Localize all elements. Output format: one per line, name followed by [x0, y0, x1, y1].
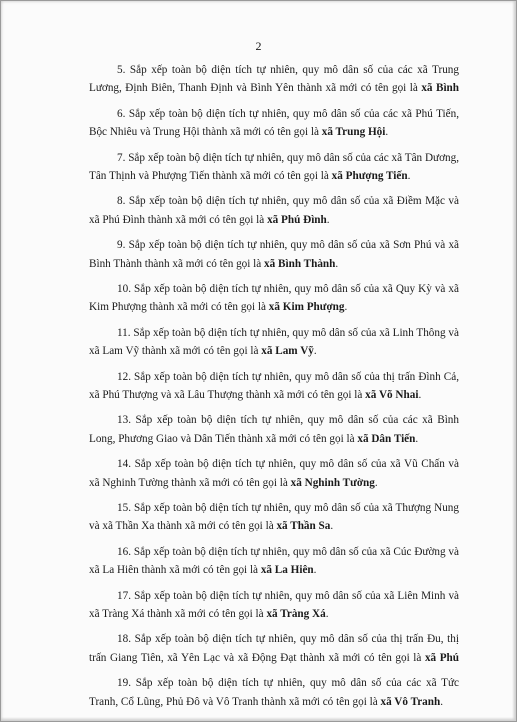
list-item: 8. Sắp xếp toàn bộ diện tích tự nhiên, quy mô dân số của xã Điềm Mặc và xã Phú Đình thành xã mới có tên gọi là xã Phú Đình. — [89, 195, 459, 226]
list-item: 7. Sắp xếp toàn bộ diện tích tự nhiên, quy mô dân số của các xã Tân Dương, Tân Thịnh và Phượng Tiến thành xã mới có tên gọi là xã Phượng Tiến. — [89, 151, 459, 182]
commune-name: xã Bình Thành — [264, 257, 336, 270]
commune-name: xã Nghinh Tường — [290, 476, 375, 489]
commune-name: xã La Hiên — [260, 564, 314, 577]
commune-name: xã Võ Nhai — [365, 388, 419, 401]
list-item: 18. Sắp xếp toàn bộ diện tích tự nhiên, quy mô dân số của thị trấn Đu, thị trấn Giang Tiên, xã Yên Lạc và xã Động Đạt thành xã mới có tên gọi là xã Phú — [89, 630, 459, 667]
page-edge-shadow-bottom — [1, 717, 516, 721]
list-item: 16. Sắp xếp toàn bộ diện tích tự nhiên, quy mô dân số của xã Cúc Đường và xã La Hiên thành xã mới có tên gọi là xã La Hiên. — [89, 545, 459, 577]
list-item: 5. Sắp xếp toàn bộ diện tích tự nhiên, quy mô dân số của các xã Trung Lương, Định Biên, Thanh Định và Bình Yên thành xã mới có tên gọi là xã Bình — [89, 61, 459, 98]
commune-name: xã Phượng Tiến — [331, 170, 408, 182]
list-item: 12. Sắp xếp toàn bộ diện tích tự nhiên, quy mô dân số của thị trấn Đình Cả, xã Phú Thượng và xã Lâu Thượng thành xã mới có tên gọi là xã Võ Nhai. — [89, 370, 459, 401]
list-item: 11. Sắp xếp toàn bộ diện tích tự nhiên, quy mô dân số của xã Linh Thông và xã Lam Vỹ thành xã mới có tên gọi là xã Lam Vỹ. — [89, 326, 459, 358]
commune-name: xã Thần Sa — [276, 520, 331, 533]
list-item: 6. Sắp xếp toàn bộ diện tích tự nhiên, quy mô dân số của các xã Phú Tiến, Bộc Nhiêu và Trung Hội thành xã mới có tên gọi là xã Trung Hội. — [89, 107, 459, 139]
list-item: 13. Sắp xếp toàn bộ diện tích tự nhiên, quy mô dân số của các xã Bình Long, Phương Giao và Dân Tiến thành xã mới có tên gọi là xã Dân Tiến. — [89, 414, 459, 445]
list-item: 19. Sắp xếp toàn bộ diện tích tự nhiên, quy mô dân số của các xã Tức Tranh, Cổ Lũng, Phủ Đô và Vô Tranh thành xã mới có tên gọi là xã Vô Tranh. — [89, 677, 459, 708]
commune-name: xã Phú Đình — [267, 213, 327, 226]
list-item: 17. Sắp xếp toàn bộ diện tích tự nhiên, quy mô dân số của xã Liên Minh và xã Tràng Xá thành xã mới có tên gọi là xã Tràng Xá. — [89, 589, 459, 620]
page-number: 2 — [255, 39, 262, 53]
page-edge-shadow-right — [512, 1, 516, 721]
commune-name: xã Trung Hội — [321, 126, 386, 139]
list-item: 10. Sắp xếp toàn bộ diện tích tự nhiên, quy mô dân số của xã Quy Kỳ và xã Kim Phượng thành xã mới có tên gọi là xã Kim Phượng. — [89, 282, 459, 314]
list-item: 9. Sắp xếp toàn bộ diện tích tự nhiên, quy mô dân số của xã Sơn Phú và xã Bình Thành thành xã mới có tên gọi là xã Bình Thành. — [89, 239, 459, 270]
commune-name: xã Dân Tiến — [357, 432, 416, 445]
commune-name: xã Tràng Xá — [266, 607, 326, 620]
list-item: 15. Sắp xếp toàn bộ diện tích tự nhiên, quy mô dân số của xã Thượng Nung và xã Thần Xa thành xã mới có tên gọi là xã Thần Sa. — [89, 501, 459, 533]
commune-name: xã Bình — [421, 82, 459, 95]
commune-name: xã Lam Vỹ — [261, 345, 314, 358]
commune-name: xã Kim Phượng — [268, 301, 345, 314]
list-item: 14. Sắp xếp toàn bộ diện tích tự nhiên, quy mô dân số của xã Vũ Chấn và xã Nghinh Tường thành xã mới có tên gọi là xã Nghinh Tường. — [89, 458, 459, 489]
commune-name: xã Phú — [424, 651, 459, 664]
commune-name: xã Vô Tranh — [380, 695, 441, 708]
item-list — [89, 61, 459, 722]
